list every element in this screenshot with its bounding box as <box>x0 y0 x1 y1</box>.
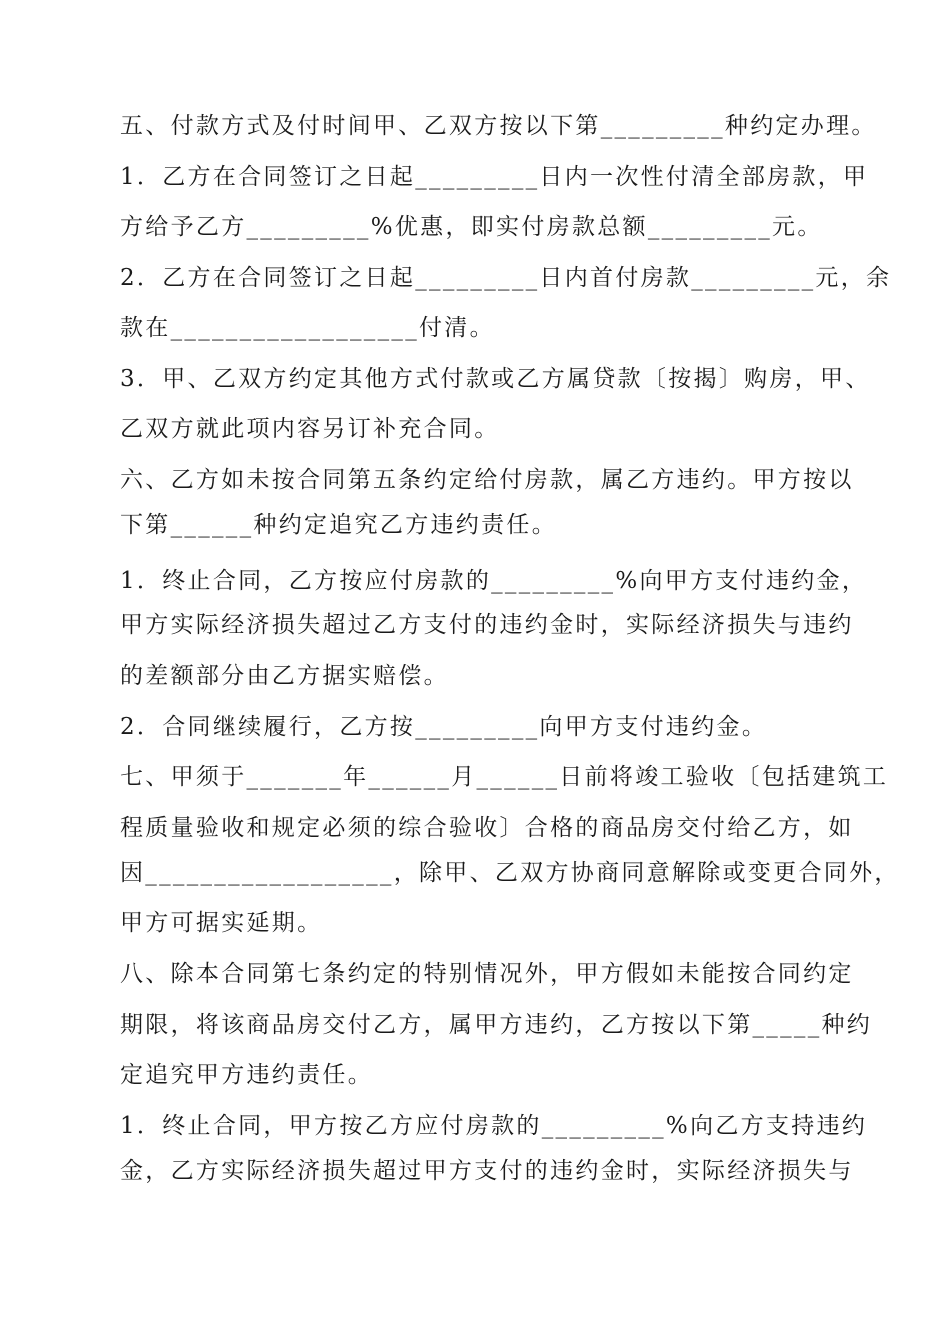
text-line: 八、除本合同第七条约定的特别情况外，甲方假如未能按合同约定 <box>120 961 854 987</box>
text-line: 2．乙方在合同签订之日起_________日内首付房款_________元，余 <box>120 265 892 291</box>
text-line: 程质量验收和规定必须的综合验收〕合格的商品房交付给乙方，如 <box>120 815 854 841</box>
text-line: 款在__________________付清。 <box>120 315 495 341</box>
text-line: 甲方实际经济损失超过乙方支付的违约金时，实际经济损失与违约 <box>120 612 854 638</box>
text-line: 六、乙方如未按合同第五条约定给付房款，属乙方违约。甲方按以 <box>120 467 854 493</box>
text-line: 甲方可据实延期。 <box>120 910 323 936</box>
text-line: 下第______种约定追究乙方违约责任。 <box>120 512 557 538</box>
text-line: 1．乙方在合同签订之日起_________日内一次性付清全部房款，甲 <box>120 164 869 190</box>
text-line: 2．合同继续履行，乙方按_________向甲方支付违约金。 <box>120 714 768 740</box>
text-line: 金，乙方实际经济损失超过甲方支付的违约金时，实际经济损失与 <box>120 1158 854 1184</box>
text-line: 七、甲须于_______年______月______日前将竣工验收〔包括建筑工 <box>120 764 889 790</box>
text-line: 的差额部分由乙方据实赔偿。 <box>120 663 449 689</box>
text-line: 1．终止合同，甲方按乙方应付房款的_________%向乙方支持违约 <box>120 1113 868 1139</box>
text-line: 期限，将该商品房交付乙方，属甲方违约，乙方按以下第_____种约 <box>120 1012 873 1038</box>
text-line: 定追究甲方违约责任。 <box>120 1062 373 1088</box>
text-line: 方给予乙方_________%优惠，即实付房款总额_________元。 <box>120 214 823 240</box>
text-line: 乙双方就此项内容另订补充合同。 <box>120 416 500 442</box>
text-line: 因__________________，除甲、乙双方协商同意解除或变更合同外， <box>120 860 900 886</box>
text-line: 3．甲、乙双方约定其他方式付款或乙方属贷款〔按揭〕购房，甲、 <box>120 366 871 392</box>
text-line: 1．终止合同，乙方按应付房款的_________%向甲方支付违约金， <box>120 568 868 594</box>
text-line: 五、付款方式及付时间甲、乙双方按以下第_________种约定办理。 <box>120 113 877 139</box>
